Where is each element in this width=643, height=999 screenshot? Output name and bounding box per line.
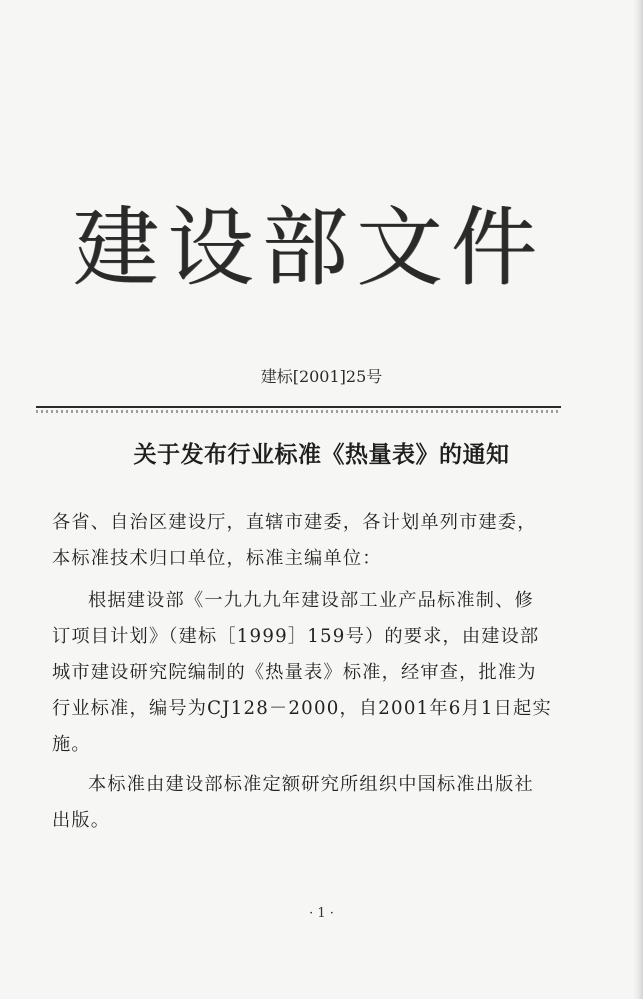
addressee-line: 各省、自治区建设厅，直辖市建委，各计划单列市建委， [52,512,537,533]
paragraph-line: 本标准由建设部标准定额研究所组织中国标准出版社 [88,774,534,795]
header-divider [36,406,561,408]
document-number: 建标[2001]25号 [260,367,383,386]
paragraph-line: 订项目计划》（建标［1999］159号）的要求，由建设部 [52,626,540,647]
page-number: · 1 · [309,906,334,921]
paragraph-line: 出版。 [52,810,111,831]
addressee-line: 本标准技术归口单位，标准主编单位： [52,548,382,569]
notice-body [52,508,572,838]
header-char: 文 [356,198,443,298]
paragraph-line: 行业标准，编号为CJ128－2000，自2001年6月1日起实 [52,698,552,719]
header-char: 设 [167,198,254,298]
header-char: 建 [73,198,159,298]
header-divider-texture [36,410,561,413]
paragraph-line: 根据建设部《一九九九年建设部工业产品标准制、修 [88,590,534,611]
notice-title: 关于发布行业标准《热量表》的通知 [133,441,510,468]
document-header [70,198,540,298]
paragraph-line: 施。 [52,734,91,755]
page-edge-shadow [633,0,643,999]
paragraph-line: 城市建设研究院编制的《热量表》标准，经审查，批准为 [52,662,537,683]
header-char: 部 [262,198,348,298]
header-char: 件 [451,198,537,298]
